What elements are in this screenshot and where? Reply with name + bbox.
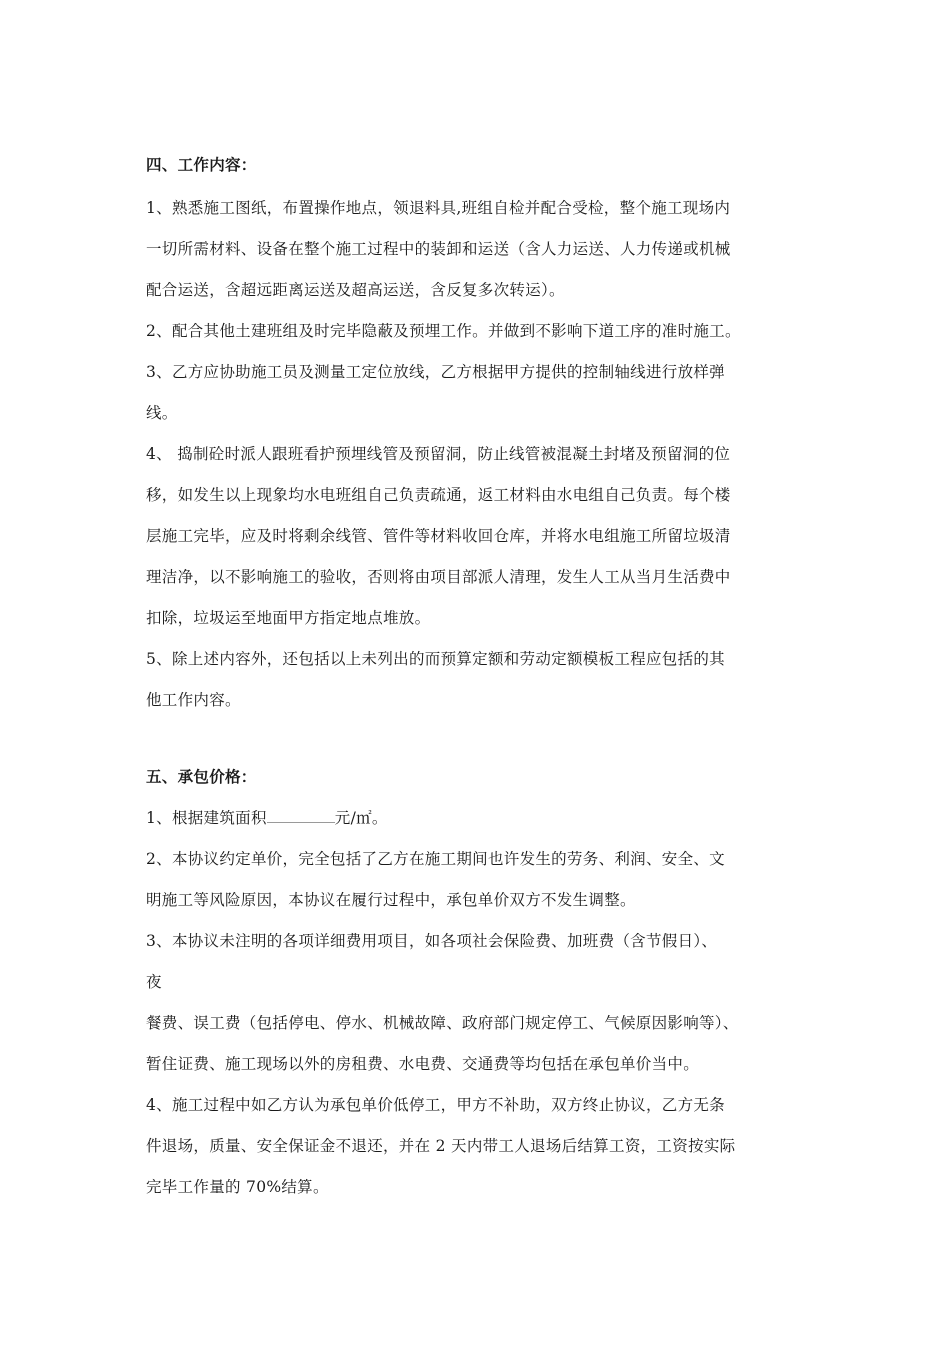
section-4-line: 3、乙方应协助施工员及测量工定位放线，乙方根据甲方提供的控制轴线进行放样弹 [146,363,725,381]
section-5-line: 4、施工过程中如乙方认为承包单价低停工，甲方不补助，双方终止协议，乙方无条 [146,1096,725,1114]
section-5-line: 3、本协议未注明的各项详细费用项目，如各项社会保险费、加班费（含节假日）、 [146,932,718,950]
section-4-line: 一切所需材料、设备在整个施工过程中的装卸和运送（含人力运送、人力传递或机械 [146,240,731,258]
price-suffix: 元/㎡。 [334,809,388,827]
section-4-line: 层施工完毕，应及时将剩余线管、管件等材料收回仓库，并将水电组施工所留垃圾清 [146,527,731,545]
section-5-line: 件退场，质量、安全保证金不退还，并在 2 天内带工人退场后结算工资，工资按实际 [146,1137,736,1155]
price-blank [267,808,335,823]
section-4-line: 他工作内容。 [146,691,241,709]
price-line [146,808,388,828]
section-4-line: 1、熟悉施工图纸，布置操作地点，领退料具,班组自检并配合受检，整个施工现场内 [146,199,731,217]
price-prefix: 1、根据建筑面积 [146,809,267,827]
section-5-heading: 五、承包价格： [146,768,257,786]
section-4-line: 理洁净，以不影响施工的验收，否则将由项目部派人清理，发生人工从当月生活费中 [146,568,731,586]
section-5-line: 明施工等风险原因，本协议在履行过程中，承包单价双方不发生调整。 [146,891,636,909]
section-4-heading: 四、工作内容： [146,156,257,174]
section-4-line: 配合运送，含超远距离运送及超高运送，含反复多次转运）。 [146,281,565,299]
section-5-line: 餐费、误工费（包括停电、停水、机械故障、政府部门规定停工、气候原因影响等）、 [146,1014,739,1032]
section-5-line: 2、本协议约定单价，完全包括了乙方在施工期间也许发生的劳务、利润、安全、文 [146,850,725,868]
section-4-line: 扣除，垃圾运至地面甲方指定地点堆放。 [146,609,431,627]
section-4-line: 线。 [146,404,178,422]
section-4-line: 2、配合其他土建班组及时完毕隐蔽及预埋工作。并做到不影响下道工序的准时施工。 [146,322,741,340]
section-5-line: 夜 [146,973,162,991]
section-5-line: 完毕工作量的 70%结算。 [146,1178,329,1196]
section-4-line: 5、除上述内容外，还包括以上未列出的而预算定额和劳动定额模板工程应包括的其 [146,650,725,668]
section-4-line: 移，如发生以上现象均水电班组自己负责疏通，返工材料由水电组自己负责。每个楼 [146,486,731,504]
section-5-line: 暂住证费、施工现场以外的房租费、水电费、交通费等均包括在承包单价当中。 [146,1055,700,1073]
section-4-line: 4、 捣制砼时派人跟班看护预埋线管及预留洞，防止线管被混凝土封堵及预留洞的位 [146,445,731,463]
